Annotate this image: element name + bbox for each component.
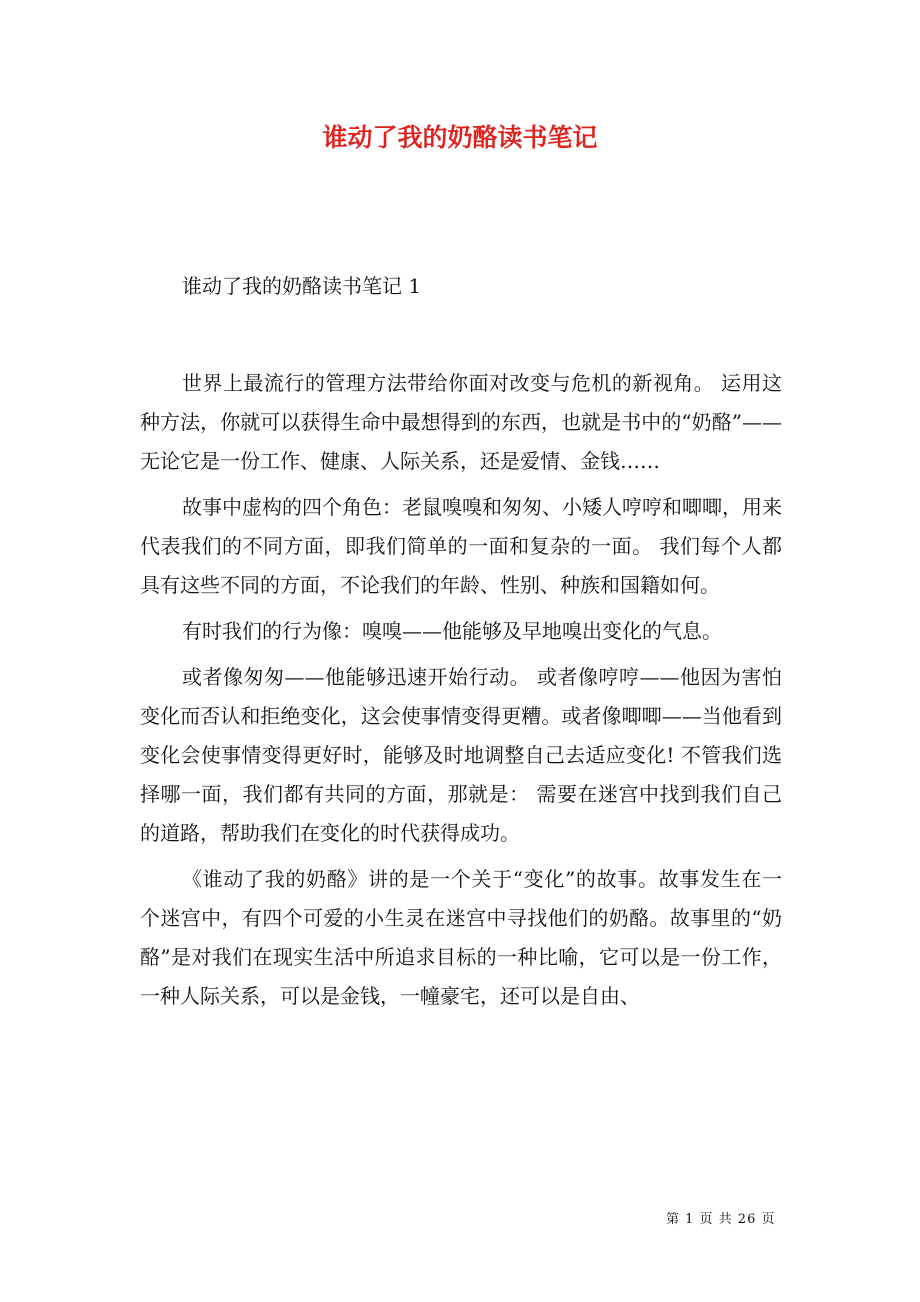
paragraph-4: 或者像匆匆——他能够迅速开始行动。 或者像哼哼——他因为害怕变化而否认和拒绝变化，这会使事情变得更糟。或者像唧唧——当他看到变化会使事情变得更好时，能够及时地调整自己去适应变化! 不管我们选择哪一面，我们都有共同的方面，那就是： 需要在迷宫中找到我们自己的道路，帮助我们在变化的时代获得成功。 bbox=[140, 665, 782, 845]
section-heading: 谁动了我的奶酪读书笔记 1 bbox=[182, 274, 422, 298]
paragraph-2: 故事中虚构的四个角色：老鼠嗅嗅和匆匆、小矮人哼哼和唧唧，用来代表我们的不同方面，即我们简单的一面和复杂的一面。 我们每个人都具有这些不同的方面，不论我们的年龄、性别、种族和国籍如何。 bbox=[140, 495, 782, 597]
page-number-footer: 第 1 页 共 26 页 bbox=[666, 1212, 776, 1227]
document-body bbox=[140, 364, 782, 1023]
paragraph-5: 《谁动了我的奶酪》讲的是一个关于“变化”的故事。故事发生在一个迷宫中，有四个可爱的小生灵在迷宫中寻找他们的奶酪。故事里的“奶酪”是对我们在现实生活中所追求目标的一种比喻，它可以是一份工作，一种人际关系，可以是金钱，一幢豪宅，还可以是自由、 bbox=[140, 867, 782, 1008]
document-title: 谁动了我的奶酪读书笔记 bbox=[322, 123, 598, 152]
paragraph-3: 有时我们的行为像：嗅嗅——他能够及早地嗅出变化的气息。 bbox=[182, 619, 722, 643]
paragraph-1: 世界上最流行的管理方法带给你面对改变与危机的新视角。 运用这种方法，你就可以获得生命中最想得到的东西，也就是书中的“奶酪”——无论它是一份工作、健康、人际关系，还是爱情、金钱…… bbox=[140, 371, 782, 473]
